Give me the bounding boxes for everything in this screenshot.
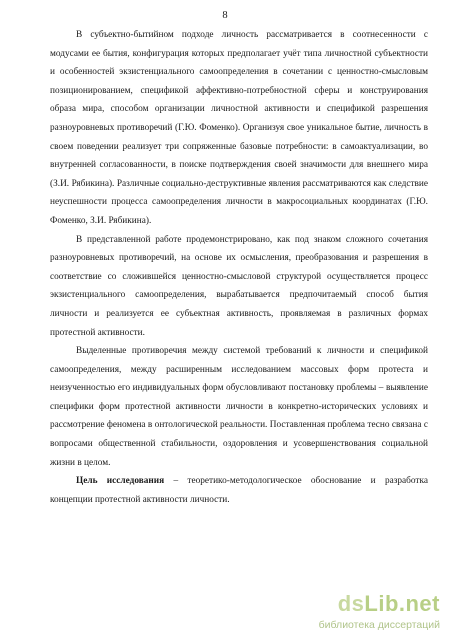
paragraph-contradictions: Выделенные противоречия между системой требований к личности и спецификой самоопределения, между расширенным исследованием массовых форм протеста и неизученностью его индивидуальных форм обусловливают постановку проблемы – выявление специфики форм протестной активности личности в конкретно-исторических условиях и рассмотрение феномена в онтологической реальности. Поставленная проблема тесно связана с вопросами общественной стабильности, оздоровления и усовершенствования социальной жизни в целом. [50,346,428,468]
paragraph-subject-approach: В субъектно-бытийном подходе личность рассматривается в соотнесенности с модусами ее бытия, конфигурация которых предполагает учёт типа личностной субъектности и особенностей экзистенциального самоопределения в сочетании с ценностно-смысловым позиционированием, спецификой аффективно-потребностной сферы и конструирования образа мира, способом организации личностной активности и спецификой разрешения разноуровневых противоречий (Г.Ю. Фоменко). Организуя свое уникальное бытие, личность в своем поведении реализует три сопряженные базовые потребности: в самоактуализации, во внутренней согласованности, в поиске подтверждения своей значимости для внешнего мира (З.И. Рябикина). Различные социально-деструктивные явления рассматриваются как следствие неуспешности процесса самоопределения личности в макросоциальных координатах (Г.Ю. Фоменко, З.И. Рябикина). [50,30,428,226]
page-number: 8 [222,10,228,21]
watermark [300,591,440,631]
watermark-tagline: библиотека диссертаций [318,619,440,631]
watermark-logo: dsLib.net [337,591,440,616]
paragraph-research-goal [50,472,428,509]
research-goal-term: Цель исследования [76,476,165,487]
document-body [50,26,428,509]
research-goal-text: – теоретико-методологическое обоснование и разработка концепции протестной активности личности. [50,476,428,505]
paragraph-present-work: В представленной работе продемонстрировано, как под знаком сложного сочетания разноуровневых противоречий, на основе их осмысления, преобразования и разрешения в соответствие со сложившейся ценностно-смысловой структурой осуществляется процесс экзистенциального самоопределения, вырабатывается предпочитаемый способ бытия личности и реализуется ее субъектная активность, проявляемая в различных формах протестной активности. [50,234,428,338]
